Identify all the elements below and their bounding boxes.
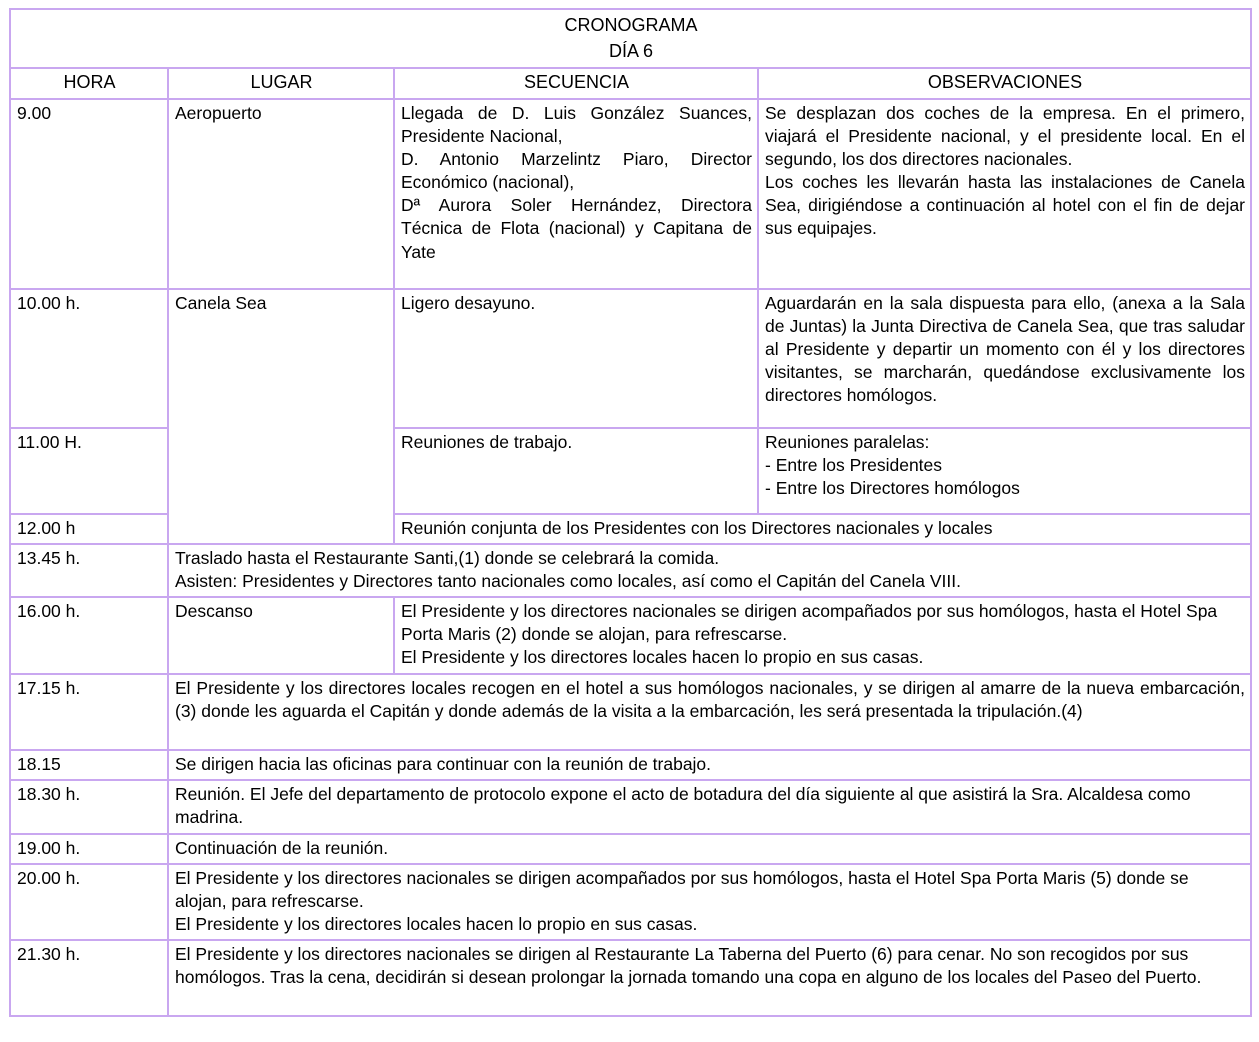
cell-secuencia (394, 99, 758, 289)
cell-paragraph: El Presidente y los directores nacionales se dirigen acompañados por sus homólogos, hasta el Hotel Spa Porta Maris (2) donde se alojan, para refrescarse. (401, 601, 1218, 645)
cell-hora: 19.00 h. (10, 834, 168, 864)
cell-paragraph: Dª Aurora Soler Hernández, Directora Técnica de Flota (nacional) y Capitana de Yate (401, 195, 752, 262)
cell-paragraph: Ligero desayuno. (401, 292, 536, 313)
cell-paragraph: Se dirigen hacia las oficinas para continuar con la reunión de trabajo. (175, 754, 712, 775)
table-row (10, 780, 1251, 833)
cell-paragraph: Traslado hasta el Restaurante Santi,(1) donde se celebrará la comida. (175, 548, 720, 569)
column-header-observaciones: OBSERVACIONES (758, 68, 1251, 99)
cell-lugar: Canela Sea (168, 289, 394, 544)
table-row (10, 597, 1251, 674)
table-row (10, 289, 1251, 428)
table-row (10, 940, 1251, 1016)
title-line-2: DÍA 6 (608, 41, 654, 62)
cell-observaciones (758, 289, 1251, 428)
cell-observaciones (758, 99, 1251, 289)
cell-paragraph: El Presidente y los directores nacionales se dirigen al Restaurante La Taberna del Puerto (6) para cenar. No son recogidos por sus homólogos. Tras la cena, decidirán si desean prolongar la jornada tomando una copa en alguno de los locales del Paseo del Puerto. (175, 943, 1202, 987)
document-title (10, 9, 1251, 68)
cell-paragraph: El Presidente y los directores locales hacen lo propio en sus casas. (175, 913, 698, 934)
cell-paragraph: - Entre los Presidentes (765, 455, 943, 476)
table-row (10, 864, 1251, 940)
cell-paragraph: Reunión conjunta de los Presidentes con los Directores nacionales y locales (401, 517, 993, 538)
cell-lugar: Descanso (168, 597, 394, 674)
cell-hora: 20.00 h. (10, 864, 168, 940)
cell-hora: 12.00 h (10, 514, 168, 544)
table-row (10, 674, 1251, 750)
cell-secuencia-wide (394, 514, 1251, 544)
cell-paragraph: Reuniones paralelas: (765, 431, 930, 452)
table-row (10, 834, 1251, 864)
cell-lugar: Aeropuerto (168, 99, 394, 289)
title-line-1: CRONOGRAMA (564, 15, 698, 35)
table-header-row (10, 68, 1251, 99)
cell-paragraph: Asisten: Presidentes y Directores tanto nacionales como locales, así como el Capitán del Canela VIII. (175, 571, 961, 592)
table-row (10, 750, 1251, 780)
column-header-lugar: LUGAR (168, 68, 394, 99)
table-row (10, 544, 1251, 597)
cell-paragraph: Los coches les llevarán hasta las instalaciones de Canela Sea, dirigiéndose a continuación al hotel con el fin de dejar sus equipajes. (765, 172, 1246, 239)
cell-hora: 18.15 (10, 750, 168, 780)
cell-hora: 18.30 h. (10, 780, 168, 833)
cell-full (168, 674, 1251, 750)
cell-full (168, 834, 1251, 864)
cell-paragraph: Reuniones de trabajo. (401, 431, 573, 452)
cell-hora: 10.00 h. (10, 289, 168, 428)
column-header-hora: HORA (10, 68, 168, 99)
cell-full (168, 750, 1251, 780)
cell-hora: 21.30 h. (10, 940, 168, 1016)
cell-paragraph: Se desplazan dos coches de la empresa. En el primero, viajará el Presidente nacional, y el presidente local. En el segundo, los dos directores nacionales. (765, 102, 1246, 170)
cell-observaciones (758, 428, 1251, 514)
table-title-row (10, 9, 1251, 68)
cell-paragraph: Reunión. El Jefe del departamento de protocolo expone el acto de botadura del día siguiente al que asistirá la Sra. Alcaldesa como madrina. (175, 784, 1191, 828)
cell-full (168, 940, 1251, 1016)
cell-hora: 13.45 h. (10, 544, 168, 597)
cell-paragraph: El Presidente y los directores nacionales se dirigen acompañados por sus homólogos, hasta el Hotel Spa Porta Maris (5) donde se alojan, para refrescarse. (175, 867, 1189, 911)
cell-hora: 11.00 H. (10, 428, 168, 514)
cell-secuencia-wide (394, 597, 1251, 674)
cell-full (168, 544, 1251, 597)
cell-full (168, 780, 1251, 833)
cell-secuencia (394, 289, 758, 428)
cell-hora: 16.00 h. (10, 597, 168, 674)
cell-full (168, 864, 1251, 940)
cell-paragraph: - Entre los Directores homólogos (765, 478, 1020, 499)
cell-paragraph: Aguardarán en la sala dispuesta para ello, (anexa a la Sala de Juntas) la Junta Directiva de Canela Sea, que tras saludar al Presidente y departir un momento con él y los directores visitantes, se marcharán, quedándose exclusivamente los directores homólogos. (765, 292, 1246, 406)
cell-hora: 9.00 (10, 99, 168, 289)
cell-paragraph: El Presidente y los directores locales recogen en el hotel a sus homólogos nacionales, y se dirigen al amarre de la nueva embarcación, (3) donde les aguarda el Capitán y donde además de la visita a la embarcación, les será presentada la tripulación.(4) (175, 678, 1246, 722)
column-header-secuencia: SECUENCIA (394, 68, 758, 99)
cell-secuencia (394, 428, 758, 514)
cronograma-table (9, 8, 1252, 1017)
cell-paragraph: El Presidente y los directores locales hacen lo propio en sus casas. (401, 647, 924, 668)
cell-paragraph: Continuación de la reunión. (175, 837, 389, 858)
cell-paragraph: Llegada de D. Luis González Suances, Presidente Nacional, (401, 102, 752, 147)
cell-hora: 17.15 h. (10, 674, 168, 750)
table-row (10, 99, 1251, 289)
cell-paragraph: D. Antonio Marzelintz Piaro, Director Económico (nacional), (401, 149, 752, 193)
